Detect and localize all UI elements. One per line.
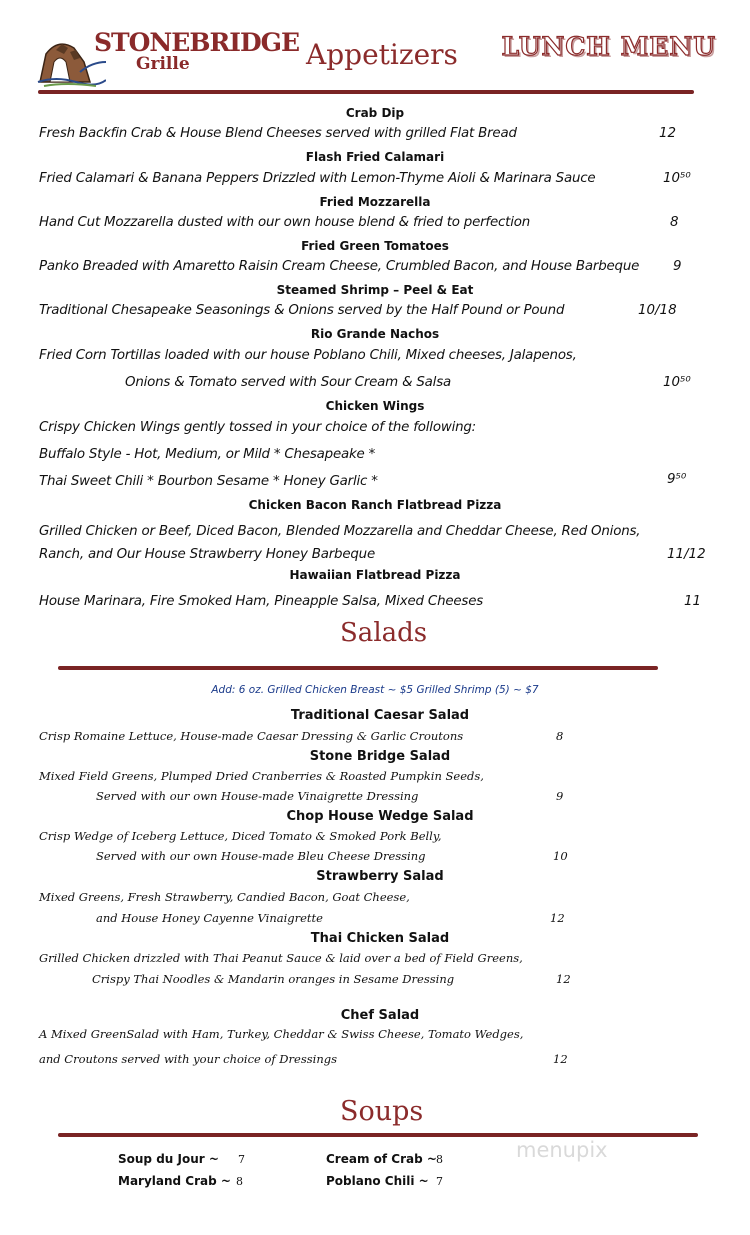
salad-price: 12 <box>553 1052 568 1066</box>
soup-price: 8 <box>236 1175 243 1188</box>
salad-desc: Crisp Wedge of Iceberg Lettuce, Diced Tomato & Smoked Pork Belly, <box>39 829 442 843</box>
salad-desc: Served with our own House-made Vinaigrette Dressing <box>96 789 419 803</box>
appetizer-name: Rio Grande Nachos <box>310 327 440 341</box>
appetizer-desc: Fresh Backfin Crab & House Blend Cheeses served with grilled Flat Bread <box>39 126 517 141</box>
appetizer-name: Fried Green Tomatoes <box>301 239 449 253</box>
soup-name: Maryland Crab ~ <box>118 1174 231 1188</box>
appetizer-desc: Traditional Chesapeake Seasonings & Onions served by the Half Pound or Pound <box>39 303 565 318</box>
watermark: menupix <box>516 1138 608 1162</box>
appetizer-desc: Crispy Chicken Wings gently tossed in your choice of the following: <box>39 420 476 435</box>
salad-name: Stone Bridge Salad <box>309 749 451 764</box>
appetizer-price: 8 <box>670 215 679 230</box>
soup-name: Soup du Jour ~ <box>118 1152 219 1166</box>
salad-desc: and Croutons served with your choice of Dressings <box>39 1052 337 1066</box>
salad-desc: Crispy Thai Noodles & Mandarin oranges in Sesame Dressing <box>92 972 455 986</box>
appetizer-price: 9 <box>673 259 682 274</box>
appetizer-price: 11/12 <box>667 547 706 562</box>
appetizer-desc: Thai Sweet Chili * Bourbon Sesame * Honey Garlic * <box>39 474 378 489</box>
logo-name: STONEBRIDGE <box>94 28 300 57</box>
appetizer-desc: Ranch, and Our House Strawberry Honey Barbeque <box>39 547 375 562</box>
salad-price: 10 <box>553 849 568 863</box>
salad-price: 9 <box>556 789 564 803</box>
logo-sub: Grille <box>136 54 190 74</box>
appetizer-price: 10⁵⁰ <box>663 171 691 186</box>
salad-price: 12 <box>550 911 565 925</box>
appetizer-price: 11 <box>684 594 702 609</box>
appetizer-price: 10⁵⁰ <box>663 375 691 390</box>
soup-name: Cream of Crab ~ <box>326 1152 437 1166</box>
appetizer-name: Chicken Bacon Ranch Flatbread Pizza <box>248 498 502 512</box>
soup-price: 7 <box>436 1175 443 1188</box>
logo <box>36 28 300 90</box>
salad-desc: A Mixed GreenSalad with Ham, Turkey, Cheddar & Swiss Cheese, Tomato Wedges, <box>39 1027 524 1041</box>
soups-title: Soups <box>340 1096 424 1127</box>
appetizer-desc: Grilled Chicken or Beef, Diced Bacon, Blended Mozzarella and Cheddar Cheese, Red Onions, <box>39 524 641 539</box>
appetizer-desc: Fried Calamari & Banana Peppers Drizzled with Lemon-Thyme Aioli & Marinara Sauce <box>39 171 596 186</box>
salad-price: 8 <box>556 729 564 743</box>
lunch-menu-title: LUNCH MENU <box>501 32 716 61</box>
salad-price: 12 <box>556 972 571 986</box>
salad-name: Strawberry Salad <box>316 869 444 884</box>
appetizer-name: Crab Dip <box>345 106 405 120</box>
appetizer-name: Chicken Wings <box>325 399 425 413</box>
salad-name: Chop House Wedge Salad <box>286 809 474 824</box>
appetizers-divider <box>38 90 694 94</box>
soup-name: Poblano Chili ~ <box>326 1174 429 1188</box>
soup-price: 7 <box>238 1153 245 1166</box>
appetizer-price: 10/18 <box>638 303 677 318</box>
appetizer-desc: Onions & Tomato served with Sour Cream & Salsa <box>125 375 451 390</box>
appetizer-desc: Panko Breaded with Amaretto Raisin Cream Cheese, Crumbled Bacon, and House Barbeque <box>39 259 640 274</box>
appetizer-name: Fried Mozzarella <box>319 195 431 209</box>
salad-desc: Served with our own House-made Bleu Cheese Dressing <box>96 849 426 863</box>
soups-divider <box>58 1133 698 1137</box>
appetizer-price: 9⁵⁰ <box>667 472 687 487</box>
salad-name: Thai Chicken Salad <box>310 931 450 946</box>
salads-title: Salads <box>340 618 428 648</box>
appetizers-title: Appetizers <box>306 38 458 71</box>
salad-desc: Crisp Romaine Lettuce, House-made Caesar Dressing & Garlic Croutons <box>39 729 464 743</box>
salad-desc: Grilled Chicken drizzled with Thai Peanut Sauce & laid over a bed of Field Greens, <box>39 951 523 965</box>
salads-addon: Add: 6 oz. Grilled Chicken Breast ~ $5 Grilled Shrimp (5) ~ $7 <box>211 684 539 696</box>
salad-desc: Mixed Field Greens, Plumped Dried Cranberries & Roasted Pumpkin Seeds, <box>39 769 484 783</box>
appetizer-name: Flash Fried Calamari <box>305 150 445 164</box>
soup-price: 8 <box>436 1153 443 1166</box>
appetizer-price: 12 <box>659 126 677 141</box>
salad-desc: and House Honey Cayenne Vinaigrette <box>96 911 323 925</box>
appetizer-desc: Buffalo Style - Hot, Medium, or Mild * Chesapeake * <box>39 447 376 462</box>
salad-name: Chef Salad <box>340 1008 420 1023</box>
salad-name: Traditional Caesar Salad <box>290 708 470 723</box>
appetizer-name: Hawaiian Flatbread Pizza <box>289 568 461 582</box>
appetizer-desc: Hand Cut Mozzarella dusted with our own house blend & fried to perfection <box>39 215 531 230</box>
appetizer-desc: Fried Corn Tortillas loaded with our house Poblano Chili, Mixed cheeses, Jalapenos, <box>39 348 577 363</box>
salads-divider <box>58 666 658 670</box>
appetizer-desc: House Marinara, Fire Smoked Ham, Pineapple Salsa, Mixed Cheeses <box>39 594 484 609</box>
salad-desc: Mixed Greens, Fresh Strawberry, Candied Bacon, Goat Cheese, <box>39 890 410 904</box>
appetizer-name: Steamed Shrimp – Peel & Eat <box>276 283 474 297</box>
